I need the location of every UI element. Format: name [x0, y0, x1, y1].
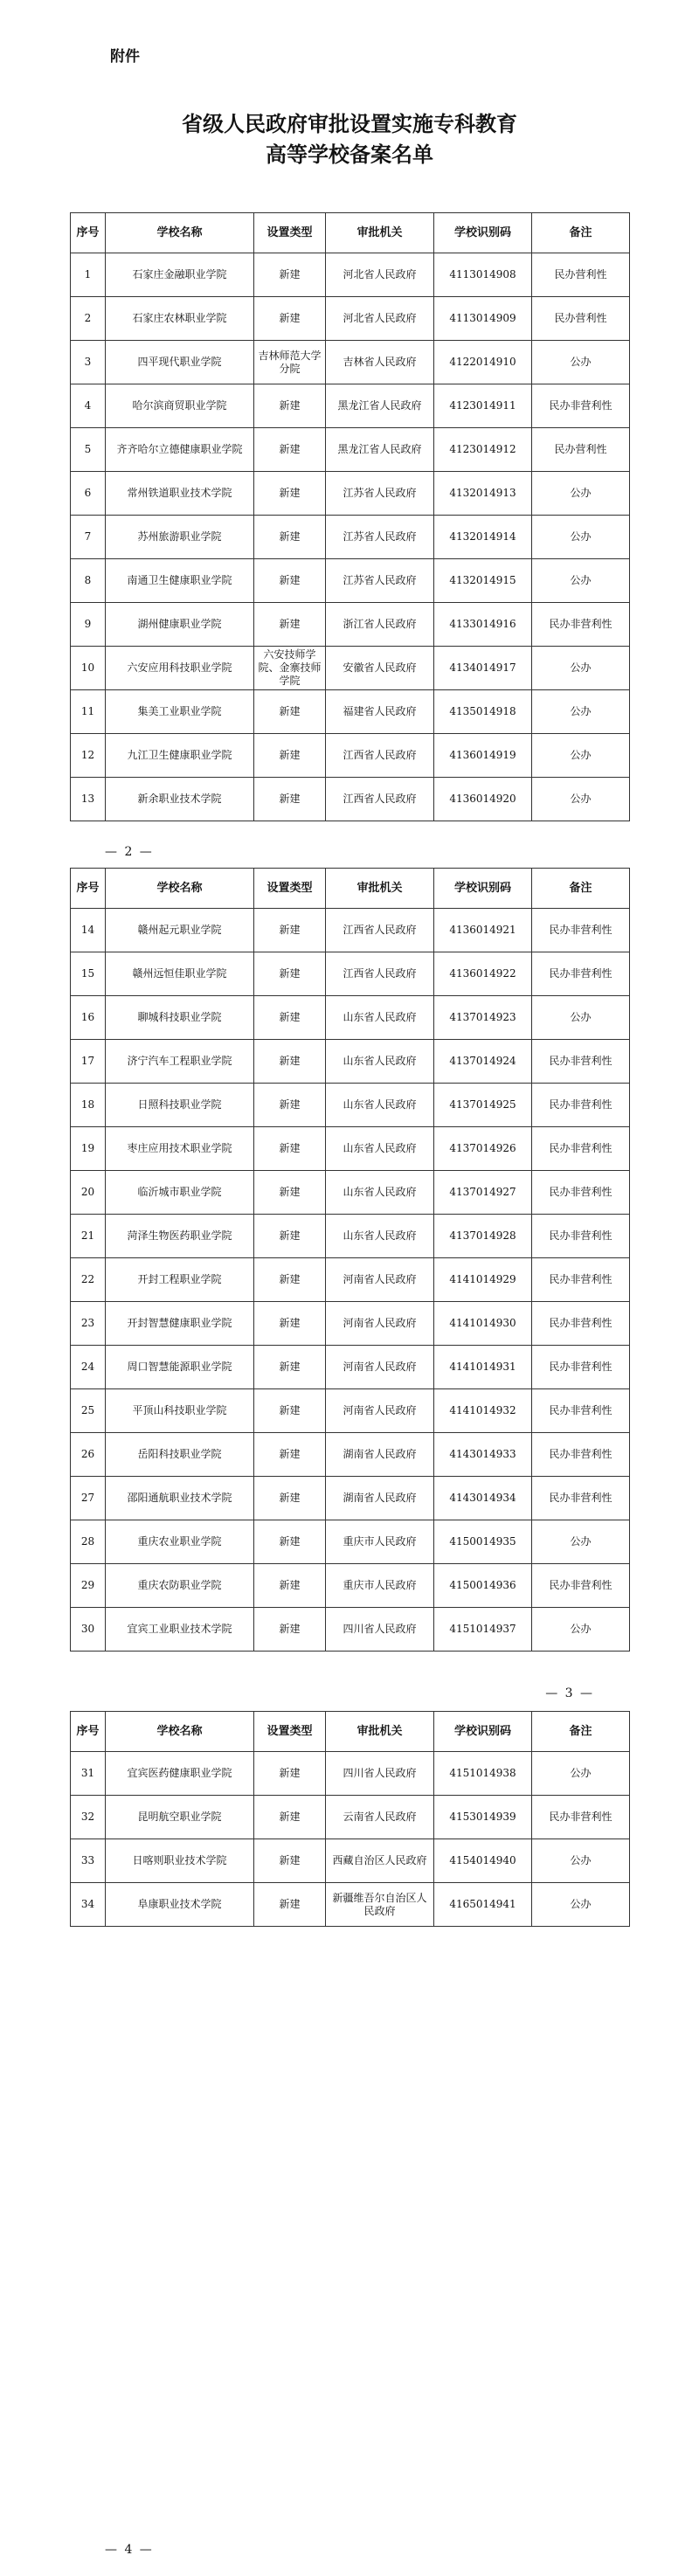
- table-row: [71, 778, 630, 821]
- cell-approval-authority: 四川省人民政府: [326, 1752, 434, 1796]
- cell-approval-authority: 江苏省人民政府: [326, 516, 434, 559]
- cell-approval-authority: 山东省人民政府: [326, 1040, 434, 1084]
- cell-school-name: 湖州健康职业学院: [106, 603, 254, 647]
- table-row: [71, 341, 630, 384]
- header-name: 学校名称: [106, 213, 254, 253]
- cell-note: 民办营利性: [532, 297, 630, 341]
- table-row: [71, 1084, 630, 1127]
- cell-school-code: 4136014922: [434, 952, 532, 996]
- attachment-label: 附件: [110, 48, 140, 66]
- cell-note: 民办非营利性: [532, 1564, 630, 1608]
- cell-no: 27: [71, 1477, 106, 1520]
- cell-school-name: 岳阳科技职业学院: [106, 1433, 254, 1477]
- table-row: [71, 297, 630, 341]
- cell-note: 公办: [532, 341, 630, 384]
- cell-note: 民办非营利性: [532, 1040, 630, 1084]
- cell-no: 18: [71, 1084, 106, 1127]
- page-number: — 4 —: [105, 2543, 154, 2557]
- cell-no: 9: [71, 603, 106, 647]
- table-row: [71, 690, 630, 734]
- cell-note: 民办营利性: [532, 253, 630, 297]
- cell-approval-authority: 重庆市人民政府: [326, 1564, 434, 1608]
- table-row: [71, 1839, 630, 1883]
- cell-school-name: 苏州旅游职业学院: [106, 516, 254, 559]
- cell-approval-authority: 河南省人民政府: [326, 1389, 434, 1433]
- cell-school-code: 4154014940: [434, 1839, 532, 1883]
- cell-note: 民办非营利性: [532, 384, 630, 428]
- cell-note: 民办非营利性: [532, 1346, 630, 1389]
- cell-school-name: 宜宾医药健康职业学院: [106, 1752, 254, 1796]
- cell-no: 24: [71, 1346, 106, 1389]
- cell-school-name: 开封智慧健康职业学院: [106, 1302, 254, 1346]
- cell-note: 民办营利性: [532, 428, 630, 472]
- cell-note: 民办非营利性: [532, 1302, 630, 1346]
- table-row: [71, 1040, 630, 1084]
- cell-no: 10: [71, 647, 106, 690]
- cell-setup-type: 新建: [254, 1346, 326, 1389]
- cell-school-name: 石家庄金融职业学院: [106, 253, 254, 297]
- table-row: [71, 1520, 630, 1564]
- cell-school-code: 4122014910: [434, 341, 532, 384]
- cell-school-name: 集美工业职业学院: [106, 690, 254, 734]
- school-table-page-2: [70, 868, 630, 1652]
- cell-school-code: 4137014925: [434, 1084, 532, 1127]
- table-row: [71, 1564, 630, 1608]
- cell-school-name: 聊城科技职业学院: [106, 996, 254, 1040]
- table-row: [71, 734, 630, 778]
- cell-school-code: 4141014929: [434, 1258, 532, 1302]
- cell-note: 民办非营利性: [532, 1389, 630, 1433]
- cell-approval-authority: 安徽省人民政府: [326, 647, 434, 690]
- cell-school-code: 4151014937: [434, 1608, 532, 1652]
- cell-school-name: 四平现代职业学院: [106, 341, 254, 384]
- cell-note: 公办: [532, 996, 630, 1040]
- cell-note: 民办非营利性: [532, 1215, 630, 1258]
- cell-setup-type: 新建: [254, 1608, 326, 1652]
- cell-school-code: 4137014926: [434, 1127, 532, 1171]
- header-type: 设置类型: [254, 213, 326, 253]
- cell-no: 32: [71, 1796, 106, 1839]
- cell-no: 15: [71, 952, 106, 996]
- cell-no: 16: [71, 996, 106, 1040]
- header-code: 学校识别码: [434, 213, 532, 253]
- page-number: — 3 —: [545, 1686, 594, 1700]
- cell-no: 28: [71, 1520, 106, 1564]
- cell-approval-authority: 山东省人民政府: [326, 1171, 434, 1215]
- cell-note: 公办: [532, 1608, 630, 1652]
- cell-setup-type: 六安技师学院、金寨技师学院: [254, 647, 326, 690]
- cell-no: 17: [71, 1040, 106, 1084]
- cell-setup-type: 新建: [254, 1883, 326, 1927]
- cell-approval-authority: 江苏省人民政府: [326, 472, 434, 516]
- header-authority: 审批机关: [326, 1712, 434, 1752]
- cell-approval-authority: 山东省人民政府: [326, 1084, 434, 1127]
- cell-note: 公办: [532, 734, 630, 778]
- cell-no: 29: [71, 1564, 106, 1608]
- cell-approval-authority: 河南省人民政府: [326, 1258, 434, 1302]
- header-name: 学校名称: [106, 1712, 254, 1752]
- cell-school-name: 九江卫生健康职业学院: [106, 734, 254, 778]
- cell-setup-type: 新建: [254, 1796, 326, 1839]
- cell-no: 20: [71, 1171, 106, 1215]
- cell-school-code: 4134014917: [434, 647, 532, 690]
- table-row: [71, 1883, 630, 1927]
- cell-school-name: 新余职业技术学院: [106, 778, 254, 821]
- header-note: 备注: [532, 869, 630, 909]
- cell-approval-authority: 湖南省人民政府: [326, 1477, 434, 1520]
- cell-school-code: 4136014919: [434, 734, 532, 778]
- header-type: 设置类型: [254, 869, 326, 909]
- cell-approval-authority: 黑龙江省人民政府: [326, 384, 434, 428]
- cell-school-code: 4137014924: [434, 1040, 532, 1084]
- cell-no: 7: [71, 516, 106, 559]
- cell-no: 34: [71, 1883, 106, 1927]
- cell-no: 6: [71, 472, 106, 516]
- header-code: 学校识别码: [434, 1712, 532, 1752]
- table-row: [71, 516, 630, 559]
- cell-school-code: 4165014941: [434, 1883, 532, 1927]
- cell-note: 公办: [532, 472, 630, 516]
- cell-school-code: 4132014914: [434, 516, 532, 559]
- cell-school-code: 4136014921: [434, 909, 532, 952]
- cell-setup-type: 新建: [254, 690, 326, 734]
- cell-approval-authority: 山东省人民政府: [326, 996, 434, 1040]
- table-row: [71, 1608, 630, 1652]
- cell-note: 民办非营利性: [532, 1796, 630, 1839]
- cell-setup-type: 新建: [254, 1171, 326, 1215]
- cell-note: 公办: [532, 1883, 630, 1927]
- cell-no: 33: [71, 1839, 106, 1883]
- cell-school-code: 4150014935: [434, 1520, 532, 1564]
- cell-setup-type: 吉林师范大学分院: [254, 341, 326, 384]
- cell-setup-type: 新建: [254, 1258, 326, 1302]
- cell-school-name: 六安应用科技职业学院: [106, 647, 254, 690]
- table-row: [71, 1433, 630, 1477]
- table-row: [71, 1477, 630, 1520]
- cell-no: 31: [71, 1752, 106, 1796]
- cell-school-name: 南通卫生健康职业学院: [106, 559, 254, 603]
- cell-school-code: 4135014918: [434, 690, 532, 734]
- cell-school-name: 开封工程职业学院: [106, 1258, 254, 1302]
- cell-approval-authority: 山东省人民政府: [326, 1215, 434, 1258]
- cell-approval-authority: 西藏自治区人民政府: [326, 1839, 434, 1883]
- cell-note: 公办: [532, 647, 630, 690]
- cell-setup-type: 新建: [254, 297, 326, 341]
- cell-setup-type: 新建: [254, 1040, 326, 1084]
- table-row: [71, 472, 630, 516]
- table-row: [71, 428, 630, 472]
- cell-setup-type: 新建: [254, 1433, 326, 1477]
- cell-no: 2: [71, 297, 106, 341]
- cell-note: 民办非营利性: [532, 909, 630, 952]
- document-title-line-1: 省级人民政府审批设置实施专科教育: [182, 111, 517, 136]
- cell-school-code: 4136014920: [434, 778, 532, 821]
- cell-no: 3: [71, 341, 106, 384]
- cell-setup-type: 新建: [254, 1389, 326, 1433]
- cell-setup-type: 新建: [254, 253, 326, 297]
- cell-no: 30: [71, 1608, 106, 1652]
- cell-school-name: 济宁汽车工程职业学院: [106, 1040, 254, 1084]
- cell-school-name: 赣州远恒佳职业学院: [106, 952, 254, 996]
- cell-setup-type: 新建: [254, 516, 326, 559]
- cell-setup-type: 新建: [254, 996, 326, 1040]
- table-body: [71, 909, 630, 1652]
- cell-setup-type: 新建: [254, 384, 326, 428]
- table-row: [71, 1302, 630, 1346]
- cell-school-code: 4123014911: [434, 384, 532, 428]
- header-name: 学校名称: [106, 869, 254, 909]
- table-header-row: [71, 869, 630, 909]
- cell-note: 公办: [532, 559, 630, 603]
- cell-approval-authority: 河北省人民政府: [326, 253, 434, 297]
- cell-approval-authority: 河南省人民政府: [326, 1346, 434, 1389]
- table-row: [71, 1796, 630, 1839]
- cell-approval-authority: 黑龙江省人民政府: [326, 428, 434, 472]
- cell-school-code: 4143014934: [434, 1477, 532, 1520]
- table-row: [71, 1752, 630, 1796]
- cell-setup-type: 新建: [254, 603, 326, 647]
- cell-no: 25: [71, 1389, 106, 1433]
- cell-approval-authority: 山东省人民政府: [326, 1127, 434, 1171]
- table-row: [71, 1171, 630, 1215]
- cell-school-code: 4132014915: [434, 559, 532, 603]
- cell-school-code: 4137014928: [434, 1215, 532, 1258]
- cell-note: 民办非营利性: [532, 1258, 630, 1302]
- table-row: [71, 1389, 630, 1433]
- cell-no: 21: [71, 1215, 106, 1258]
- cell-setup-type: 新建: [254, 1127, 326, 1171]
- cell-setup-type: 新建: [254, 1564, 326, 1608]
- header-type: 设置类型: [254, 1712, 326, 1752]
- cell-approval-authority: 江西省人民政府: [326, 952, 434, 996]
- cell-approval-authority: 新疆维吾尔自治区人民政府: [326, 1883, 434, 1927]
- cell-school-code: 4141014930: [434, 1302, 532, 1346]
- cell-school-name: 重庆农防职业学院: [106, 1564, 254, 1608]
- table-row: [71, 1127, 630, 1171]
- header-note: 备注: [532, 1712, 630, 1752]
- cell-school-name: 平顶山科技职业学院: [106, 1389, 254, 1433]
- cell-school-code: 4113014909: [434, 297, 532, 341]
- cell-school-name: 昆明航空职业学院: [106, 1796, 254, 1839]
- cell-approval-authority: 湖南省人民政府: [326, 1433, 434, 1477]
- cell-no: 23: [71, 1302, 106, 1346]
- header-authority: 审批机关: [326, 213, 434, 253]
- cell-approval-authority: 福建省人民政府: [326, 690, 434, 734]
- cell-school-code: 4150014936: [434, 1564, 532, 1608]
- cell-setup-type: 新建: [254, 1839, 326, 1883]
- cell-no: 26: [71, 1433, 106, 1477]
- header-no: 序号: [71, 869, 106, 909]
- cell-school-code: 4151014938: [434, 1752, 532, 1796]
- cell-school-code: 4137014923: [434, 996, 532, 1040]
- cell-no: 4: [71, 384, 106, 428]
- cell-school-code: 4132014913: [434, 472, 532, 516]
- school-table-page-3: [70, 1711, 630, 1927]
- cell-no: 5: [71, 428, 106, 472]
- header-no: 序号: [71, 213, 106, 253]
- cell-note: 民办非营利性: [532, 603, 630, 647]
- cell-school-code: 4133014916: [434, 603, 532, 647]
- header-code: 学校识别码: [434, 869, 532, 909]
- cell-setup-type: 新建: [254, 1520, 326, 1564]
- cell-no: 1: [71, 253, 106, 297]
- cell-school-name: 齐齐哈尔立德健康职业学院: [106, 428, 254, 472]
- table-row: [71, 996, 630, 1040]
- header-authority: 审批机关: [326, 869, 434, 909]
- cell-school-code: 4141014932: [434, 1389, 532, 1433]
- cell-note: 公办: [532, 1752, 630, 1796]
- cell-no: 22: [71, 1258, 106, 1302]
- cell-no: 12: [71, 734, 106, 778]
- table-header-row: [71, 213, 630, 253]
- cell-note: 民办非营利性: [532, 952, 630, 996]
- cell-approval-authority: 四川省人民政府: [326, 1608, 434, 1652]
- cell-school-name: 宜宾工业职业技术学院: [106, 1608, 254, 1652]
- cell-school-name: 石家庄农林职业学院: [106, 297, 254, 341]
- cell-approval-authority: 江西省人民政府: [326, 734, 434, 778]
- cell-setup-type: 新建: [254, 1084, 326, 1127]
- cell-school-name: 周口智慧能源职业学院: [106, 1346, 254, 1389]
- cell-approval-authority: 吉林省人民政府: [326, 341, 434, 384]
- cell-school-name: 阜康职业技术学院: [106, 1883, 254, 1927]
- cell-no: 11: [71, 690, 106, 734]
- table-body: [71, 253, 630, 821]
- cell-school-code: 4153014939: [434, 1796, 532, 1839]
- cell-approval-authority: 江西省人民政府: [326, 909, 434, 952]
- cell-school-code: 4141014931: [434, 1346, 532, 1389]
- header-no: 序号: [71, 1712, 106, 1752]
- cell-no: 19: [71, 1127, 106, 1171]
- cell-school-name: 临沂城市职业学院: [106, 1171, 254, 1215]
- cell-no: 14: [71, 909, 106, 952]
- school-table-page-1: [70, 212, 630, 821]
- table-row: [71, 647, 630, 690]
- cell-approval-authority: 河北省人民政府: [326, 297, 434, 341]
- cell-setup-type: 新建: [254, 428, 326, 472]
- table-row: [71, 909, 630, 952]
- cell-approval-authority: 重庆市人民政府: [326, 1520, 434, 1564]
- cell-approval-authority: 浙江省人民政府: [326, 603, 434, 647]
- cell-setup-type: 新建: [254, 1477, 326, 1520]
- cell-setup-type: 新建: [254, 472, 326, 516]
- cell-school-name: 枣庄应用技术职业学院: [106, 1127, 254, 1171]
- cell-note: 公办: [532, 778, 630, 821]
- cell-school-name: 赣州起元职业学院: [106, 909, 254, 952]
- cell-no: 13: [71, 778, 106, 821]
- cell-setup-type: 新建: [254, 909, 326, 952]
- table-row: [71, 559, 630, 603]
- table-row: [71, 1215, 630, 1258]
- cell-setup-type: 新建: [254, 1215, 326, 1258]
- cell-school-name: 日喀则职业技术学院: [106, 1839, 254, 1883]
- table-row: [71, 1258, 630, 1302]
- cell-school-code: 4143014933: [434, 1433, 532, 1477]
- cell-school-name: 菏泽生物医药职业学院: [106, 1215, 254, 1258]
- header-note: 备注: [532, 213, 630, 253]
- cell-note: 民办非营利性: [532, 1477, 630, 1520]
- cell-note: 公办: [532, 1839, 630, 1883]
- cell-note: 公办: [532, 516, 630, 559]
- cell-no: 8: [71, 559, 106, 603]
- cell-approval-authority: 云南省人民政府: [326, 1796, 434, 1839]
- cell-setup-type: 新建: [254, 734, 326, 778]
- cell-note: 民办非营利性: [532, 1433, 630, 1477]
- cell-setup-type: 新建: [254, 1752, 326, 1796]
- cell-approval-authority: 江西省人民政府: [326, 778, 434, 821]
- table-header-row: [71, 1712, 630, 1752]
- cell-school-name: 日照科技职业学院: [106, 1084, 254, 1127]
- cell-setup-type: 新建: [254, 952, 326, 996]
- cell-setup-type: 新建: [254, 1302, 326, 1346]
- document-title-line-2: 高等学校备案名单: [266, 142, 433, 167]
- table-row: [71, 952, 630, 996]
- cell-approval-authority: 河南省人民政府: [326, 1302, 434, 1346]
- cell-school-code: 4113014908: [434, 253, 532, 297]
- cell-note: 民办非营利性: [532, 1171, 630, 1215]
- cell-school-code: 4137014927: [434, 1171, 532, 1215]
- cell-school-name: 常州铁道职业技术学院: [106, 472, 254, 516]
- page-number: — 2 —: [105, 845, 154, 859]
- cell-note: 公办: [532, 690, 630, 734]
- cell-school-name: 哈尔滨商贸职业学院: [106, 384, 254, 428]
- cell-school-code: 4123014912: [434, 428, 532, 472]
- table-body: [71, 1752, 630, 1927]
- table-row: [71, 384, 630, 428]
- cell-note: 公办: [532, 1520, 630, 1564]
- table-row: [71, 253, 630, 297]
- cell-note: 民办非营利性: [532, 1127, 630, 1171]
- cell-school-name: 邵阳通航职业技术学院: [106, 1477, 254, 1520]
- cell-note: 民办非营利性: [532, 1084, 630, 1127]
- cell-school-name: 重庆农业职业学院: [106, 1520, 254, 1564]
- cell-setup-type: 新建: [254, 778, 326, 821]
- cell-approval-authority: 江苏省人民政府: [326, 559, 434, 603]
- cell-setup-type: 新建: [254, 559, 326, 603]
- table-row: [71, 1346, 630, 1389]
- table-row: [71, 603, 630, 647]
